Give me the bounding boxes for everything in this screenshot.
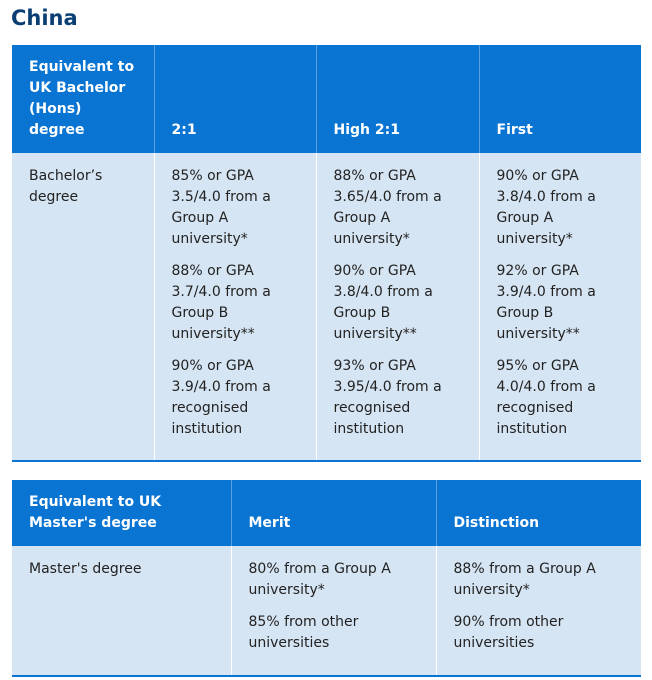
table-header-row	[12, 480, 641, 546]
requirement-other: 85% from other universities	[248, 614, 359, 651]
cell-merit	[231, 546, 436, 676]
requirement-group-a: 88% or GPA 3.65/4.0 from a Group A university*	[333, 168, 442, 247]
requirement-other: 90% from other universities	[453, 614, 564, 651]
header-first: First	[479, 45, 641, 153]
header-2-1: 2:1	[154, 45, 316, 153]
requirement-recognised: 90% or GPA 3.9/4.0 from a recognised institution	[171, 358, 271, 437]
header-merit: Merit	[231, 480, 436, 546]
table-row	[12, 153, 641, 461]
cell-first	[479, 153, 641, 461]
requirement-group-b: 90% or GPA 3.8/4.0 from a Group B university**	[333, 263, 433, 342]
requirement-group-a: 80% from a Group A university*	[248, 561, 391, 598]
cell-distinction	[436, 546, 641, 676]
row-label-bachelors-degree: Bachelor’s degree	[12, 153, 154, 461]
cell-high-2-1	[316, 153, 479, 461]
table-header-row	[12, 45, 641, 153]
requirement-group-b: 92% or GPA 3.9/4.0 from a Group B university**	[496, 263, 596, 342]
header-equivalent-master: Equivalent to UK Master's degree	[12, 480, 231, 546]
requirement-group-a: 85% or GPA 3.5/4.0 from a Group A university*	[171, 168, 271, 247]
header-equivalent-bachelor: Equivalent to UK Bachelor (Hons) degree	[12, 45, 154, 153]
requirement-group-a: 90% or GPA 3.8/4.0 from a Group A university*	[496, 168, 596, 247]
cell-2-1	[154, 153, 316, 461]
table-row	[12, 546, 641, 676]
row-label-masters-degree: Master's degree	[12, 546, 231, 676]
header-distinction: Distinction	[436, 480, 641, 546]
requirement-recognised: 95% or GPA 4.0/4.0 from a recognised institution	[496, 358, 596, 437]
requirement-group-b: 88% or GPA 3.7/4.0 from a Group B university**	[171, 263, 271, 342]
requirement-group-a: 88% from a Group A university*	[453, 561, 596, 598]
requirement-recognised: 93% or GPA 3.95/4.0 from a recognised institution	[333, 358, 442, 437]
bachelor-equivalence-table	[12, 45, 641, 462]
page-title: China	[11, 6, 78, 30]
master-equivalence-table	[12, 480, 641, 677]
header-high-2-1: High 2:1	[316, 45, 479, 153]
